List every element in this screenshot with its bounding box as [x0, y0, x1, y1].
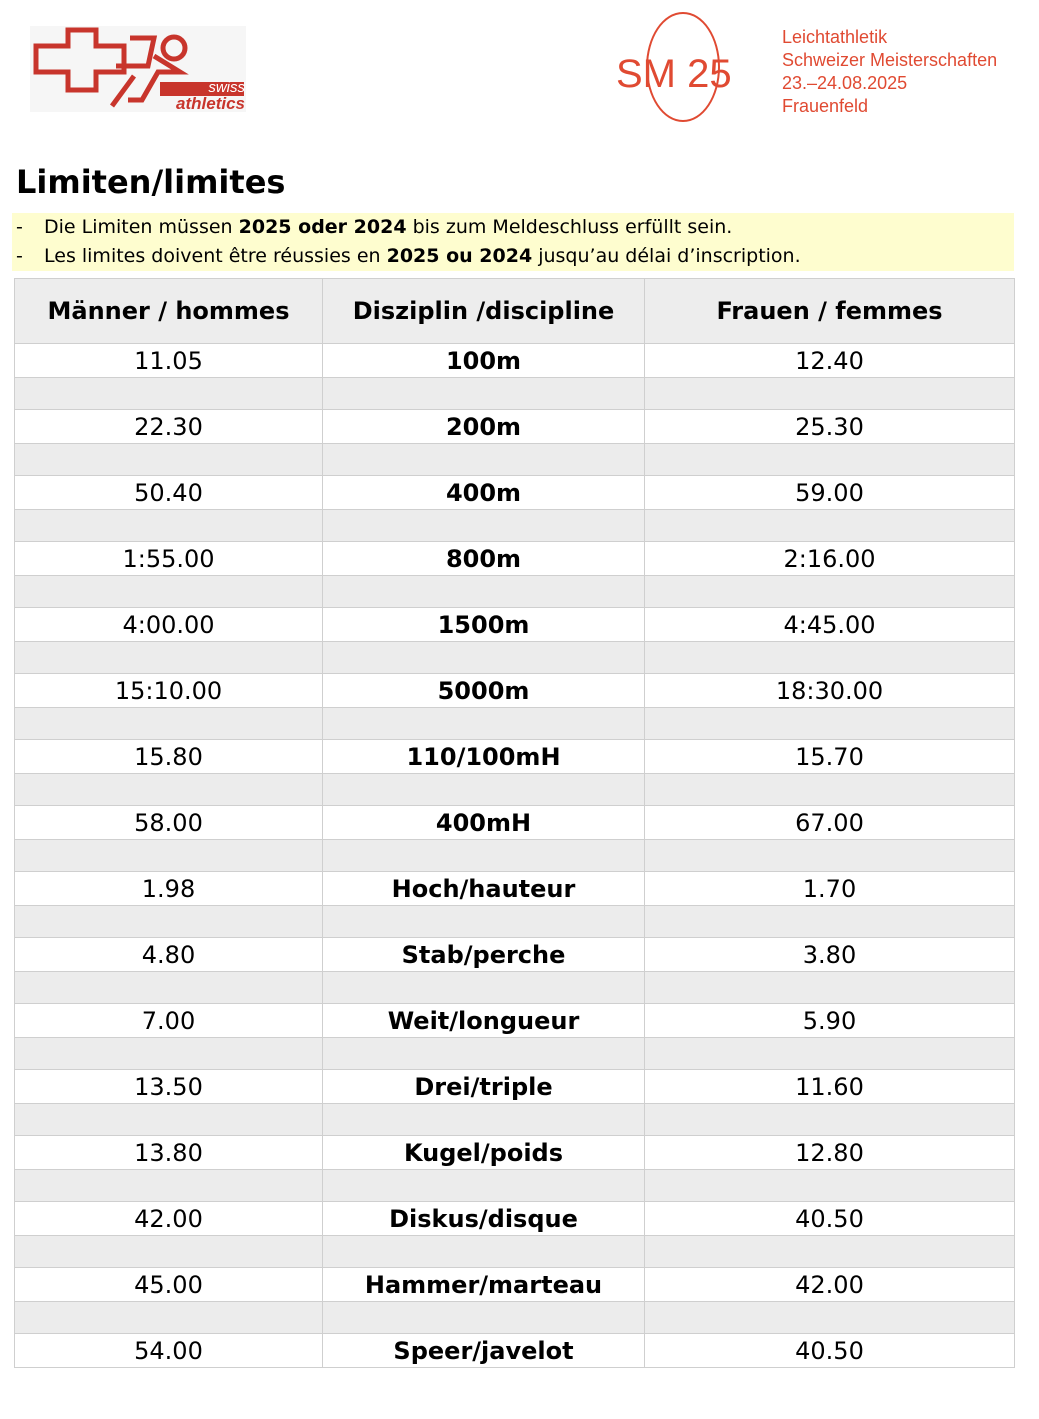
table-row	[15, 1268, 1015, 1302]
header-discipline: Disziplin /discipline	[323, 279, 645, 344]
table-row	[15, 674, 1015, 708]
spacer-cell	[323, 642, 645, 674]
cell-men: 58.00	[15, 806, 323, 840]
cell-women: 40.50	[645, 1202, 1015, 1236]
note-text: bis zum Meldeschluss erfüllt sein.	[406, 216, 733, 238]
note-years: 2025 ou 2024	[386, 245, 533, 267]
spacer-cell	[323, 1236, 645, 1268]
cell-women: 3.80	[645, 938, 1015, 972]
note-years: 2025 oder 2024	[238, 216, 407, 238]
cell-men: 7.00	[15, 1004, 323, 1038]
table-header-row	[15, 279, 1015, 344]
cell-men: 13.50	[15, 1070, 323, 1104]
table-row	[15, 608, 1015, 642]
header-men: Männer / hommes	[15, 279, 323, 344]
table-row	[15, 344, 1015, 378]
cell-discipline: Weit/longueur	[323, 1004, 645, 1038]
spacer-cell	[645, 840, 1015, 872]
spacer-cell	[15, 774, 323, 806]
sm25-logo-text: SM 25	[616, 52, 732, 96]
table-row	[15, 938, 1015, 972]
cell-men: 50.40	[15, 476, 323, 510]
cell-men: 4:00.00	[15, 608, 323, 642]
notes-box	[12, 213, 1014, 271]
spacer-row	[15, 840, 1015, 872]
spacer-cell	[645, 774, 1015, 806]
spacer-cell	[323, 1302, 645, 1334]
cell-men: 42.00	[15, 1202, 323, 1236]
spacer-row	[15, 1170, 1015, 1202]
cell-discipline: 100m	[323, 344, 645, 378]
spacer-cell	[645, 708, 1015, 740]
logo-line-swiss: swiss	[208, 79, 245, 96]
spacer-cell	[323, 774, 645, 806]
note-dash: -	[16, 245, 23, 267]
spacer-cell	[645, 576, 1015, 608]
cell-women: 11.60	[645, 1070, 1015, 1104]
spacer-row	[15, 1236, 1015, 1268]
cell-discipline: 1500m	[323, 608, 645, 642]
spacer-cell	[645, 378, 1015, 410]
table-row	[15, 1070, 1015, 1104]
spacer-row	[15, 642, 1015, 674]
cell-discipline: 800m	[323, 542, 645, 576]
cell-women: 12.40	[645, 344, 1015, 378]
cell-women: 15.70	[645, 740, 1015, 774]
spacer-cell	[645, 1104, 1015, 1136]
cell-women: 4:45.00	[645, 608, 1015, 642]
spacer-row	[15, 1302, 1015, 1334]
spacer-cell	[645, 642, 1015, 674]
cell-men: 1.98	[15, 872, 323, 906]
spacer-cell	[15, 1236, 323, 1268]
spacer-cell	[15, 576, 323, 608]
sm25-logo	[612, 12, 757, 126]
cell-men: 11.05	[15, 344, 323, 378]
spacer-cell	[15, 1170, 323, 1202]
cell-women: 42.00	[645, 1268, 1015, 1302]
event-sport: Leichtathletik	[782, 27, 888, 47]
note-text: jusqu’au délai d’inscription.	[532, 245, 801, 267]
note-text: Les limites doivent être réussies en	[44, 245, 387, 267]
cell-women: 18:30.00	[645, 674, 1015, 708]
spacer-cell	[15, 972, 323, 1004]
cell-discipline: 400mH	[323, 806, 645, 840]
cell-women: 25.30	[645, 410, 1015, 444]
spacer-row	[15, 1104, 1015, 1136]
logo-line-athletics: athletics	[176, 94, 245, 113]
spacer-cell	[323, 1038, 645, 1070]
spacer-cell	[15, 1038, 323, 1070]
spacer-cell	[645, 1170, 1015, 1202]
spacer-cell	[15, 708, 323, 740]
table-row	[15, 806, 1015, 840]
event-dates: 23.–24.08.2025	[782, 73, 908, 93]
swiss-athletics-logo	[30, 26, 246, 112]
spacer-cell	[645, 972, 1015, 1004]
cell-men: 15:10.00	[15, 674, 323, 708]
cell-women: 40.50	[645, 1334, 1015, 1368]
cell-discipline: Diskus/disque	[323, 1202, 645, 1236]
limits-table	[14, 278, 1015, 1368]
cell-men: 54.00	[15, 1334, 323, 1368]
spacer-cell	[323, 1104, 645, 1136]
event-name: Schweizer Meisterschaften	[782, 50, 998, 70]
spacer-cell	[323, 1170, 645, 1202]
spacer-cell	[15, 1104, 323, 1136]
cell-women: 67.00	[645, 806, 1015, 840]
cell-women: 12.80	[645, 1136, 1015, 1170]
cell-men: 22.30	[15, 410, 323, 444]
table-row	[15, 1334, 1015, 1368]
spacer-cell	[323, 444, 645, 476]
spacer-cell	[15, 510, 323, 542]
cell-men: 15.80	[15, 740, 323, 774]
table-row	[15, 476, 1015, 510]
spacer-cell	[323, 840, 645, 872]
spacer-row	[15, 1038, 1015, 1070]
page-title: Limiten/limites	[16, 163, 286, 201]
spacer-cell	[15, 906, 323, 938]
spacer-cell	[323, 510, 645, 542]
cell-men: 45.00	[15, 1268, 323, 1302]
cell-women: 59.00	[645, 476, 1015, 510]
spacer-cell	[645, 1302, 1015, 1334]
event-location: Frauenfeld	[782, 96, 869, 116]
cell-discipline: 200m	[323, 410, 645, 444]
limits-table-body	[15, 344, 1015, 1368]
table-row	[15, 410, 1015, 444]
table-row	[15, 1136, 1015, 1170]
cell-women: 5.90	[645, 1004, 1015, 1038]
spacer-cell	[645, 1038, 1015, 1070]
cell-discipline: 5000m	[323, 674, 645, 708]
event-info	[782, 26, 997, 118]
cell-women: 2:16.00	[645, 542, 1015, 576]
note-dash: -	[16, 216, 23, 238]
spacer-cell	[323, 708, 645, 740]
spacer-row	[15, 774, 1015, 806]
cell-discipline: Drei/triple	[323, 1070, 645, 1104]
cell-discipline: 400m	[323, 476, 645, 510]
spacer-cell	[323, 972, 645, 1004]
spacer-row	[15, 906, 1015, 938]
spacer-cell	[645, 906, 1015, 938]
header-women: Frauen / femmes	[645, 279, 1015, 344]
spacer-cell	[645, 1236, 1015, 1268]
spacer-row	[15, 510, 1015, 542]
cell-discipline: Kugel/poids	[323, 1136, 645, 1170]
spacer-cell	[15, 378, 323, 410]
spacer-cell	[645, 444, 1015, 476]
spacer-row	[15, 576, 1015, 608]
cell-discipline: Stab/perche	[323, 938, 645, 972]
spacer-cell	[645, 510, 1015, 542]
spacer-cell	[15, 642, 323, 674]
cell-discipline: 110/100mH	[323, 740, 645, 774]
cell-men: 4.80	[15, 938, 323, 972]
cell-discipline: Speer/javelot	[323, 1334, 645, 1368]
table-row	[15, 1004, 1015, 1038]
cell-discipline: Hoch/hauteur	[323, 872, 645, 906]
spacer-cell	[323, 378, 645, 410]
spacer-cell	[15, 840, 323, 872]
cell-men: 13.80	[15, 1136, 323, 1170]
spacer-cell	[15, 444, 323, 476]
spacer-row	[15, 378, 1015, 410]
spacer-cell	[323, 576, 645, 608]
cell-women: 1.70	[645, 872, 1015, 906]
note-text: Die Limiten müssen	[44, 216, 239, 238]
table-row	[15, 740, 1015, 774]
table-row	[15, 1202, 1015, 1236]
cell-men: 1:55.00	[15, 542, 323, 576]
spacer-row	[15, 972, 1015, 1004]
cell-discipline: Hammer/marteau	[323, 1268, 645, 1302]
spacer-cell	[15, 1302, 323, 1334]
spacer-cell	[323, 906, 645, 938]
table-row	[15, 542, 1015, 576]
spacer-row	[15, 444, 1015, 476]
spacer-row	[15, 708, 1015, 740]
table-row	[15, 872, 1015, 906]
